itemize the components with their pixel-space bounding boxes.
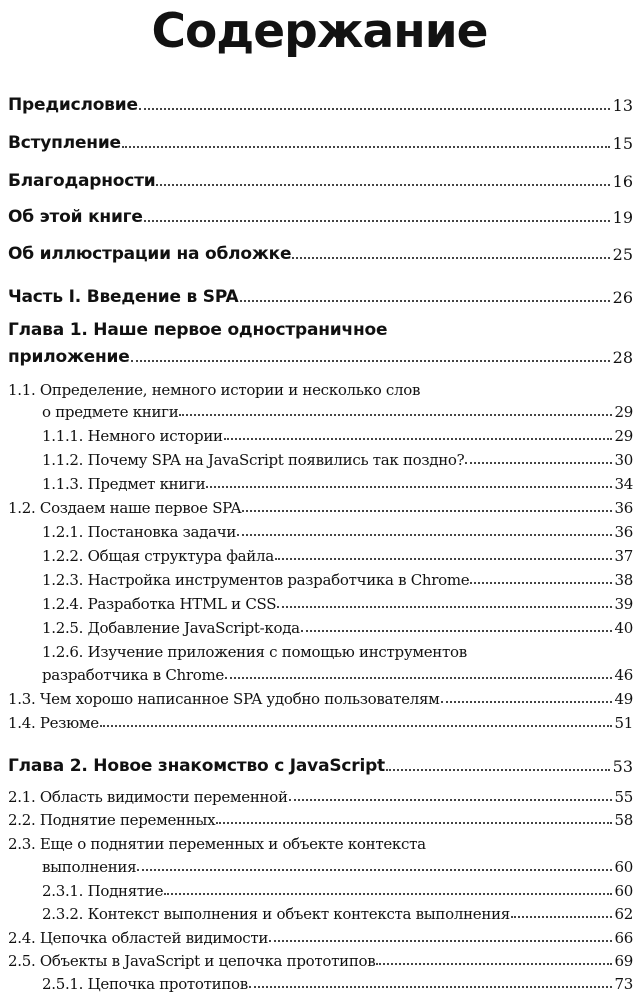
entry-title: Часть I. Введение в SPA [8,287,239,307]
entry-title: Глава 2. Новое знакомство с JavaScript [8,756,385,776]
dot-leader [206,485,611,488]
page-number: 62 [614,905,633,923]
entry-title: 1.4. Резюме [8,714,99,732]
page-number: 40 [614,619,633,637]
toc-entry-2-1[interactable] [8,788,633,806]
entry-title: Предисловие [8,95,138,115]
dot-leader [137,868,611,871]
page-number: 39 [614,595,633,613]
entry-title: 1.1.2. Почему SPA на JavaScript появились так поздно? [42,451,465,469]
toc-entry-1-3[interactable] [8,690,633,708]
page-number: 26 [612,288,633,307]
page-number: 29 [614,403,633,421]
toc-entry-1-2[interactable] [8,499,633,517]
dot-leader [164,892,611,895]
dot-leader [216,821,611,824]
dot-leader [292,256,609,259]
dot-leader [179,413,611,416]
page-number: 30 [614,451,633,469]
toc-entry-1-4[interactable] [8,714,633,732]
entry-title: 2.3.1. Поднятие [42,882,164,900]
entry-title: выполнения [42,858,137,876]
page-number: 60 [614,882,633,900]
entry-title: 2.5. Объекты в JavaScript и цепочка прототипов [8,952,376,970]
entry-title: 2.2. Поднятие переменных [8,811,216,829]
toc-entry-preface[interactable] [8,95,633,115]
entry-title: 1.2.1. Постановка задачи [42,523,237,541]
page-number: 38 [614,571,633,589]
page-number: 73 [614,975,633,993]
dot-leader [122,145,610,148]
dot-leader [301,629,612,632]
toc-entry-acknowledgements[interactable] [8,171,633,191]
dot-leader [144,219,610,222]
toc-entry-1-1-2[interactable] [42,451,633,469]
toc-entry-about-cover[interactable] [8,244,633,264]
entry-title: Об иллюстрации на обложке [8,244,292,264]
dot-leader [465,461,611,464]
entry-title: 2.3. Еще о поднятии переменных и объекте контекста [8,835,426,853]
page-number: 36 [614,499,633,517]
entry-title: 1.3. Чем хорошо написанное SPA удобно пользователям [8,690,440,708]
toc-entry-2-3[interactable] [42,858,633,876]
dot-leader [289,798,612,801]
page-number: 69 [614,952,633,970]
dot-leader [249,985,612,988]
dot-leader [275,557,612,560]
entry-title: Об этой книге [8,207,143,227]
toc-entry-chapter-2[interactable] [8,756,633,776]
page-number: 49 [614,690,633,708]
dot-leader [269,939,611,942]
dot-leader [470,581,611,584]
page-number: 15 [612,134,633,153]
page-number: 51 [614,714,633,732]
toc-entry-2-3-line1[interactable] [8,835,426,854]
entry-title: 1.2.6. Изучение приложения с помощью инструментов [42,643,467,661]
dot-leader [277,605,611,608]
entry-title: Глава 1. Наше первое одностраничное [8,320,388,340]
entry-title: 1.2. Создаем наше первое SPA [8,499,242,517]
entry-title: 2.3.2. Контекст выполнения и объект контекста выполнения [42,905,510,923]
entry-title: Благодарности [8,171,156,191]
entry-title: приложение [8,347,130,367]
toc-entry-1-1[interactable] [42,403,633,421]
page-number: 53 [612,757,633,776]
entry-title: 2.4. Цепочка областей видимости [8,929,269,947]
entry-title: разработчика в Chrome [42,666,224,684]
dot-leader [225,676,612,679]
toc-entry-1-1-line1[interactable] [8,381,420,400]
page-number: 58 [614,811,633,829]
dot-leader [386,768,610,771]
dot-leader [376,962,611,965]
toc-entry-2-3-2[interactable] [42,905,633,923]
toc-entry-1-2-6-line1[interactable] [42,643,467,662]
toc-entry-2-2[interactable] [8,811,633,829]
entry-title: о предмете книги [42,403,179,421]
page-number: 16 [612,172,633,191]
entry-title: 2.1. Область видимости переменной [8,788,288,806]
dot-leader [240,299,610,302]
dot-leader [237,533,611,536]
toc-entry-2-4[interactable] [8,929,633,947]
page-number: 46 [614,666,633,684]
page-number: 60 [614,858,633,876]
toc-entry-2-5-1[interactable] [42,975,633,993]
dot-leader [441,700,612,703]
toc-entry-1-1-1[interactable] [42,427,633,445]
page-number: 36 [614,523,633,541]
dot-leader [242,509,611,512]
page-number: 37 [614,547,633,565]
entry-title: 1.2.3. Настройка инструментов разработчика в Chrome [42,571,470,589]
toc-entry-1-1-3[interactable] [42,475,633,493]
page-number: 25 [612,245,633,264]
toc-entry-about-book[interactable] [8,207,633,227]
toc-entry-1-2-6[interactable] [42,666,633,684]
toc-entry-part-1[interactable] [8,287,633,307]
toc-entry-2-5[interactable] [8,952,633,970]
dot-leader [100,724,612,727]
entry-title: 1.1.1. Немного истории [42,427,223,445]
toc-entry-1-2-1[interactable] [42,523,633,541]
toc-entry-1-2-3[interactable] [42,571,633,589]
toc-entry-1-2-4[interactable] [42,595,633,613]
dot-leader [511,915,612,918]
page-number: 28 [612,348,633,367]
toc-entry-introduction[interactable] [8,133,633,153]
entry-title: Вступление [8,133,121,153]
entry-title: 1.1.3. Предмет книги [42,475,206,493]
page-number: 66 [614,929,633,947]
toc-entry-1-2-5[interactable] [42,619,633,637]
toc-entry-2-3-1[interactable] [42,882,633,900]
entry-title: 1.2.2. Общая структура файла [42,547,274,565]
entry-title: 2.5.1. Цепочка прототипов [42,975,248,993]
toc-entry-1-2-2[interactable] [42,547,633,565]
entry-title: 1.2.4. Разработка HTML и CSS [42,595,277,613]
toc-entry-chapter-1-line1[interactable] [8,320,387,340]
page-title: Содержание [151,4,488,59]
dot-leader [139,107,610,110]
dot-leader [131,359,610,362]
entry-title: 1.1. Определение, немного истории и несколько слов [8,381,421,399]
page-number: 55 [614,788,633,806]
page-number: 29 [614,427,633,445]
toc-entry-chapter-1[interactable] [8,347,633,367]
page-number: 19 [612,208,633,227]
entry-title: 1.2.5. Добавление JavaScript-кода [42,619,300,637]
dot-leader [224,437,612,440]
page-number: 13 [612,96,633,115]
page-number: 34 [614,475,633,493]
dot-leader [156,183,609,186]
